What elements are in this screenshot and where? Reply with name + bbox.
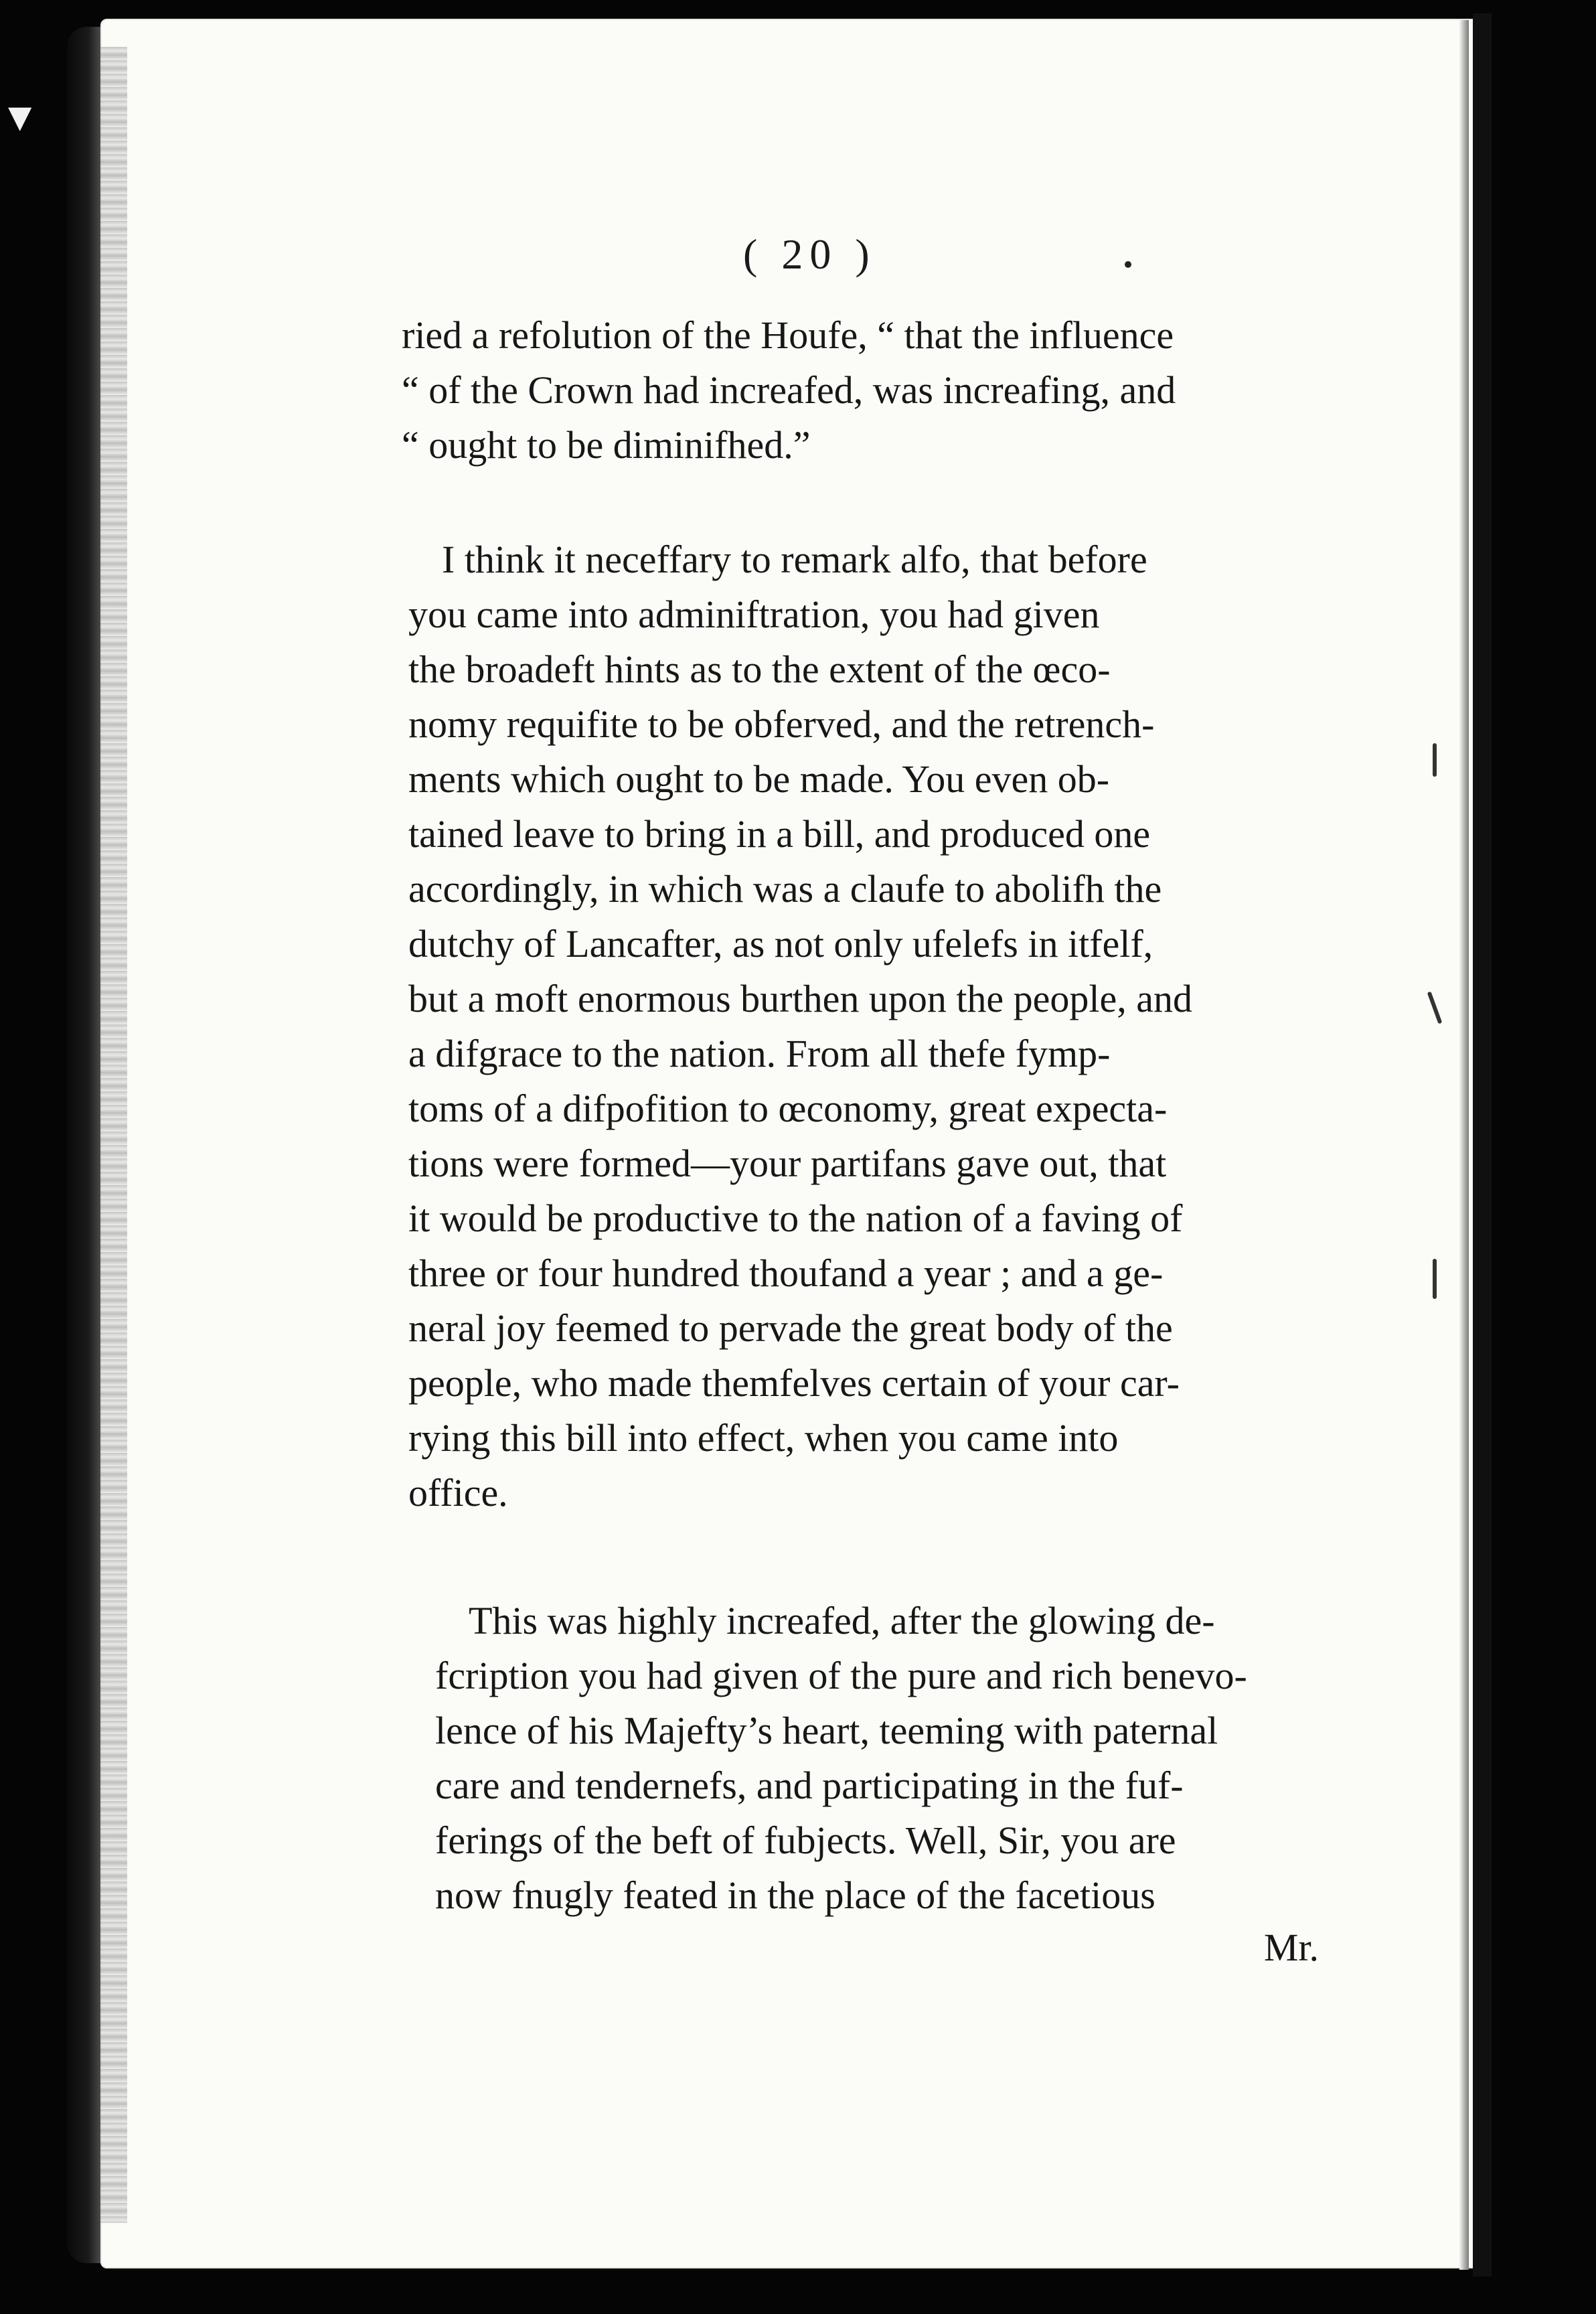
text-line: neral joy feemed to pervade the great body of the [408,1306,1173,1350]
text-line: fcription you had given of the pure and rich benevo- [435,1654,1247,1697]
text-line: I think it neceffary to remark alfo, that before [442,538,1147,581]
text-line: it would be productive to the nation of a faving of [408,1197,1183,1240]
text-line: care and tendernefs, and participating in the fuf- [435,1764,1184,1807]
text-line: office. [408,1471,508,1515]
text-line: ried a refolution of the Houfe, “ that the influence [402,313,1174,357]
text-line: ferings of the beft of fubjects. Well, Sir, you are [435,1819,1176,1862]
text-line: a difgrace to the nation. From all thefe fymp- [408,1032,1111,1075]
margin-mark [1433,1259,1437,1299]
text-line: three or four hundred thoufand a year ; and a ge- [408,1251,1164,1295]
text-line: ments which ought to be made. You even ob- [408,757,1110,801]
margin-mark [1433,743,1437,777]
page-right-shadow [1459,20,1469,2270]
text-line: nomy requifite to be obferved, and the retrench- [408,702,1155,746]
gutter-streak [100,47,127,2223]
scan-edge-mark: ▼ [0,95,40,139]
page-right-edge [1473,13,1492,2277]
text-line: toms of a difpofition to œconomy, great expecta- [408,1087,1168,1130]
text-line: “ of the Crown had increafed, was increafing, and [402,368,1176,412]
text-line: accordingly, in which was a claufe to abolifh the [408,867,1162,911]
paragraph-1 [402,308,1292,473]
text-line: This was highly increafed, after the glowing de- [469,1599,1215,1642]
paragraph-2 [408,532,1305,1521]
text-line: the broadeft hints as to the extent of the œco- [408,647,1111,691]
text-line: but a moft enormous burthen upon the people, and [408,977,1193,1020]
paragraph-3 [435,1594,1312,1923]
text-line: now fnugly feated in the place of the facetious [435,1873,1155,1917]
text-line: “ ought to be diminifhed.” [402,423,811,467]
folio-dot [1125,261,1131,268]
text-line: you came into adminiftration, you had given [408,593,1100,636]
page-number: ( 20 ) [743,230,876,278]
text-line: dutchy of Lancafter, as not only ufelefs in itfelf, [408,922,1153,966]
text-line: tions were formed—your partifans gave out, that [408,1142,1167,1185]
text-line: rying this bill into effect, when you came into [408,1416,1119,1460]
catchword: Mr. [1263,1926,1319,1969]
text-line: lence of his Majefty’s heart, teeming with paternal [435,1709,1218,1752]
text-line: tained leave to bring in a bill, and produced one [408,812,1151,856]
text-line: people, who made themfelves certain of your car- [408,1361,1180,1405]
